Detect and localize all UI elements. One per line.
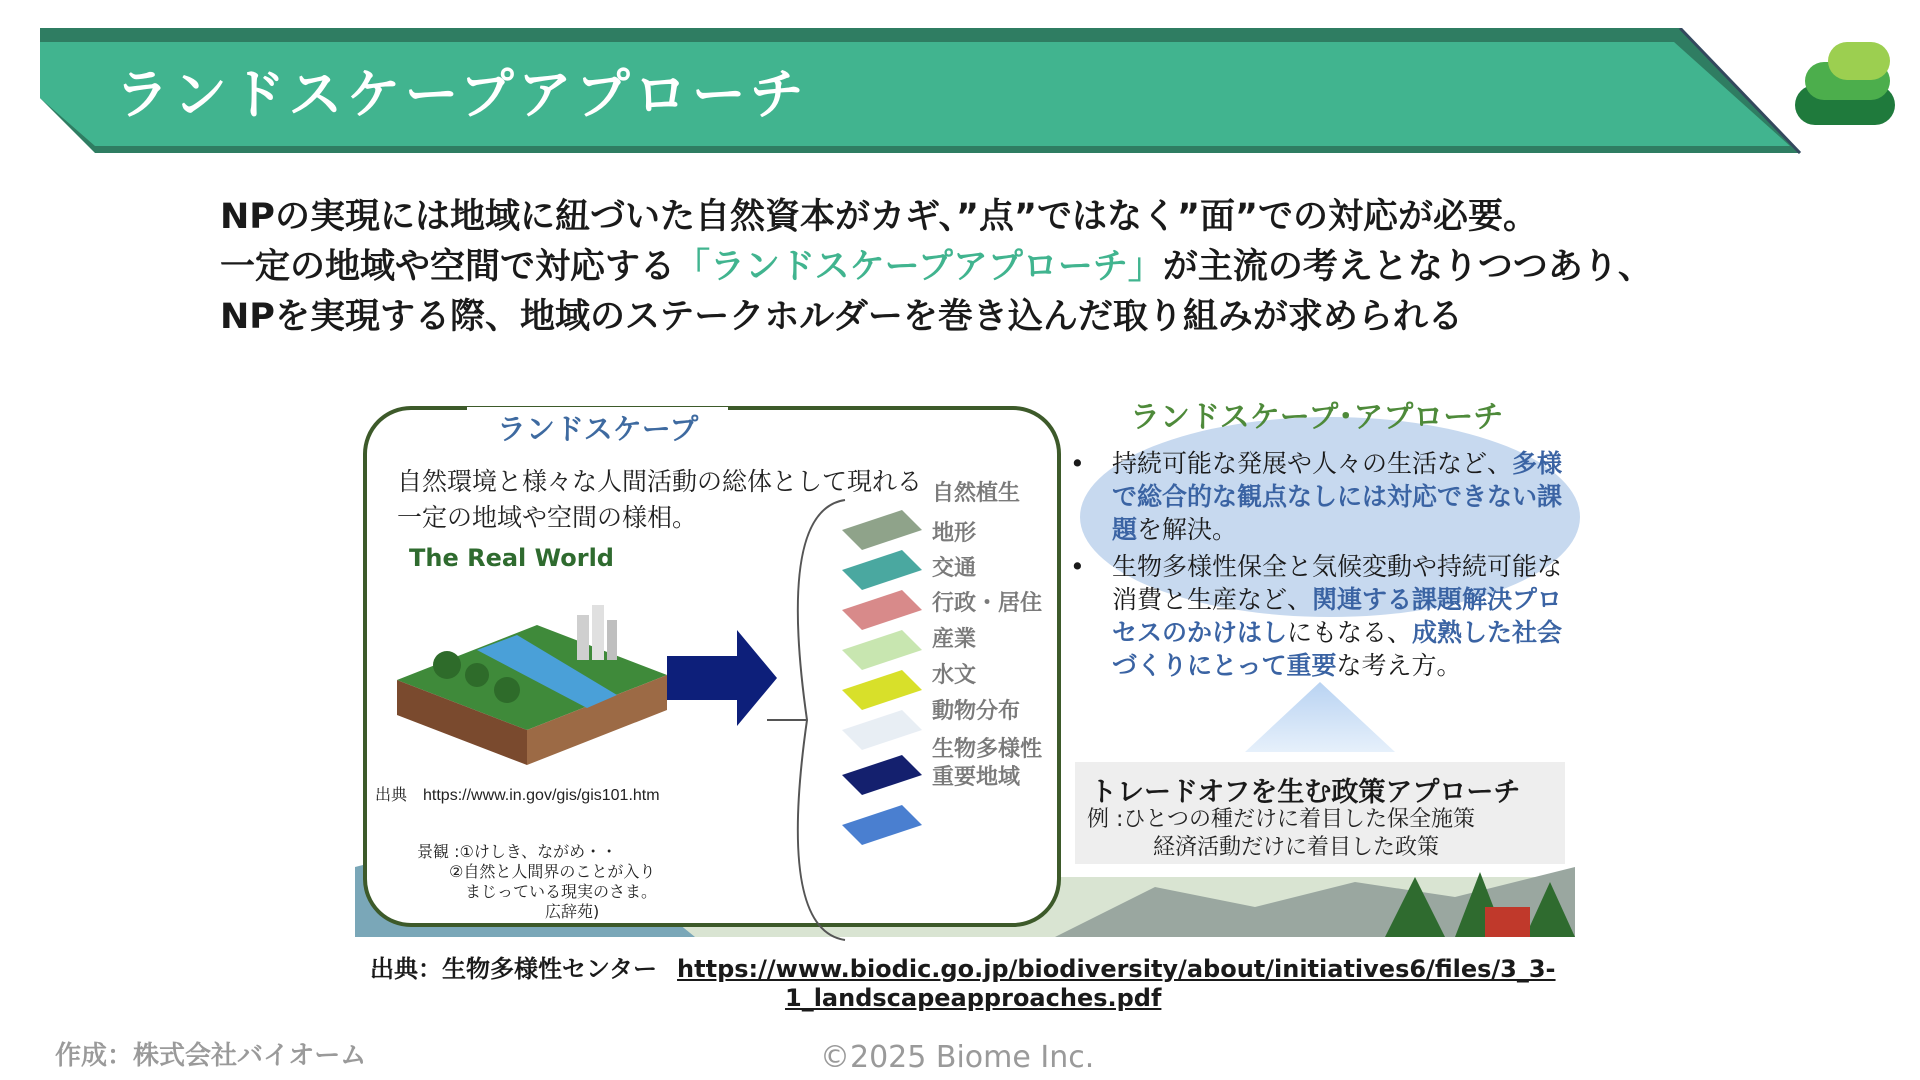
item-text: 持続可能な発展や人々の生活など、 (1112, 449, 1513, 478)
tradeoff-title: トレードオフを生む政策アプローチ (1090, 777, 1521, 808)
landscape-desc-line-2: 一定の地域や空間の様相。 (397, 503, 698, 532)
item-highlight: 成熟した社会づくりにとって重要 (1112, 618, 1563, 680)
tradeoff-box (1075, 762, 1565, 864)
author-credit: 作成：株式会社バイオーム (55, 1041, 367, 1071)
figure-source: 出典 https://www.in.gov/gis/gis101.htm (375, 787, 660, 804)
gis-layers-image (842, 510, 922, 930)
real-world-label: The Real World (409, 544, 614, 572)
approach-title: ランドスケープ･アプローチ (1130, 400, 1504, 435)
lead-line-2-post: が主流の考えとなりつつあり、 (1162, 247, 1653, 287)
layer-brace (767, 490, 847, 950)
list-item (1070, 550, 1570, 682)
lead-accent: 「ランドスケープアプローチ」 (675, 247, 1163, 287)
layer-label: 行政・居住 (932, 591, 1043, 616)
layer-label: 地形 (932, 521, 977, 546)
layer-label: 動物分布 (932, 699, 1021, 724)
approach-list (1070, 447, 1570, 686)
item-text: を解決。 (1137, 515, 1238, 544)
page-title: ランドスケープアプローチ (115, 63, 808, 126)
biome-logo (1790, 40, 1900, 130)
item-text: 生物多様性保全と気候変動や持続可能な消費と生産など、 (1112, 552, 1563, 614)
lead-line-2-pre: 一定の地域や空間で対応する (220, 247, 676, 287)
bullet-icon: • (1070, 449, 1085, 478)
layer-label: 生物多様性 (932, 737, 1043, 762)
item-text: にもなる、 (1287, 618, 1413, 647)
list-item (1070, 447, 1570, 546)
item-highlight: 多様で総合的な観点なしには対応できない課題 (1112, 449, 1563, 544)
landscape-desc-line-1: 自然環境と様々な人間活動の総体として現れる (397, 467, 923, 496)
landscape-figure (355, 382, 1575, 932)
citation (370, 955, 1556, 983)
item-highlight: 関連する課題解決プロセスのかけはし (1112, 585, 1563, 647)
bullet-icon: • (1070, 552, 1085, 581)
lead-line-3: NPを実現する際、地域のステークホルダーを巻き込んだ取り組みが求められる (220, 297, 1463, 337)
item-text: な考え方。 (1336, 651, 1462, 680)
layer-label: 産業 (932, 627, 977, 652)
lead-text (220, 192, 1720, 342)
keikan-definition: 景観 :①けしき、ながめ・・ ②自然と人間界のことが入り まじっている現実のさま。 広辞苑) (417, 842, 658, 921)
up-triangle-icon (1245, 682, 1395, 752)
tradeoff-example: 例 :ひとつの種だけに着目した保全施策 経済活動だけに着目した政策 (1087, 807, 1475, 860)
citation-link[interactable]: https://www.biodic.go.jp/biodiversity/about/initiatives6/files/3_3- (677, 955, 1556, 983)
landscape-title: ランドスケープ (467, 407, 728, 448)
terrain-block-image (387, 580, 677, 770)
layer-label: 重要地域 (932, 765, 1021, 790)
right-arrow-icon (667, 630, 777, 726)
citation-link-continued[interactable]: 1_landscapeapproaches.pdf (785, 984, 1162, 1012)
citation-label: 出典：生物多様性センター (370, 955, 658, 983)
landscape-panel (363, 406, 1061, 927)
copyright: ©2025 Biome Inc. (820, 1040, 1095, 1075)
layer-label: 交通 (932, 556, 977, 581)
lead-line-1: NPの実現には地域に紐づいた自然資本がカギ、”点”ではなく”面”での対応が必要。 (220, 197, 1539, 237)
lead-line-2 (220, 242, 1720, 292)
layer-label: 自然植生 (932, 481, 1021, 506)
layer-label: 水文 (932, 663, 977, 688)
